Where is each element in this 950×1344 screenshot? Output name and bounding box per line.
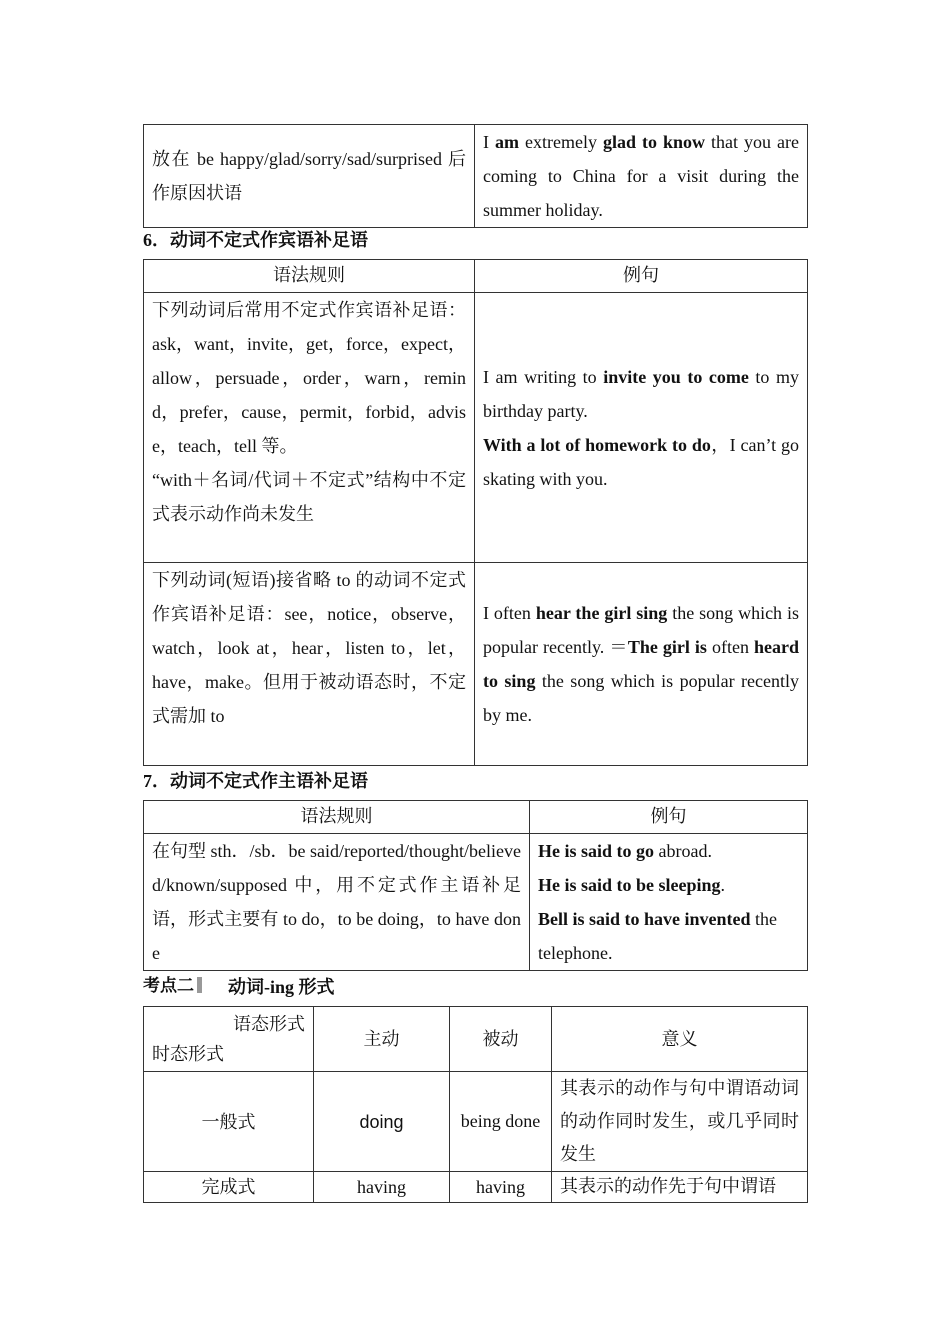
rule-note: “with＋名词/代词＋不定式”结构中不定式表示动作尚未发生 (152, 470, 466, 524)
example-sentence: With a lot of homework to do，I can’t go skating with you. (483, 434, 799, 489)
tense-cell: 完成式 (144, 1172, 314, 1203)
point-2-title: 动词-ing 形式 (228, 977, 335, 997)
rule-text: 下列动词(短语)接省略 to 的动词不定式作宾语补足语：see，notice，observe，watch，look at，hear，listen to，let，have，make。但用于被动语态时，不定式需加 to (152, 570, 466, 726)
column-header-rule: 语法规则 (144, 801, 530, 834)
rule-cell (144, 834, 530, 971)
example-sentence: He is said to be sleeping. (538, 875, 726, 895)
column-header-active: 主动 (314, 1007, 450, 1072)
column-header-example: 例句 (530, 801, 808, 834)
rule-cell (144, 563, 475, 766)
active-cell: having (314, 1172, 450, 1203)
rule-cell (144, 293, 475, 563)
column-header-passive: 被动 (450, 1007, 552, 1072)
tense-cell: 一般式 (144, 1072, 314, 1172)
section-6-heading: 6．动词不定式作宾语补足语 (143, 230, 368, 250)
example-sentence: Bell is said to have invented the telephone. (538, 909, 778, 963)
example-cell (530, 834, 808, 971)
diagonal-header-cell (144, 1007, 314, 1072)
example-sentence: I am writing to invite you to come to my birthday party. (483, 366, 799, 421)
active-cell: doing (314, 1072, 450, 1172)
header-voice: 语态形式 (233, 1014, 305, 1034)
passive-cell: having (450, 1172, 552, 1203)
passive-cell: being done (450, 1072, 552, 1172)
rule-cell (144, 125, 475, 228)
rule-text: 放在 be happy/glad/sorry/sad/surprised 后作原因状语 (152, 149, 466, 203)
example-cell: I am extremely glad to know that you are coming to China for a visit during the summer holiday. (475, 125, 808, 228)
section-7-heading: 7．动词不定式作主语补足语 (143, 771, 368, 791)
example-cell: I often hear the girl sing the song which is popular recently. ＝The girl is often heard to sing the song which is popular recently by me. (475, 563, 808, 766)
table-infinitive-adverbial (143, 124, 808, 228)
column-header-rule: 语法规则 (144, 260, 475, 293)
meaning-cell: 其表示的动作与句中谓语动词的动作同时发生，或几乎同时发生 (552, 1072, 808, 1172)
column-header-example: 例句 (475, 260, 808, 293)
tag-bar-decoration (197, 977, 202, 993)
table-subject-complement (143, 800, 808, 971)
point-2-tag: 考点二 (143, 971, 202, 996)
verb-list: ask，want，invite，get，force，expect，allow，persuade，order，warn，remind，prefer，cause，permit，forbid，advise，teach，tell 等。 (152, 334, 466, 456)
table-object-complement (143, 259, 808, 766)
header-tense: 时态形式 (152, 1044, 224, 1064)
rule-text: 下列动词后常用不定式作宾语补足语： (152, 300, 466, 320)
rule-text: 在句型 sth．/sb．be said/reported/thought/believed/known/supposed 中，用不定式作主语补足语，形式主要有 to do，to be doing，to have done (152, 841, 521, 963)
meaning-cell: 其表示的动作先于句中谓语 (552, 1172, 808, 1203)
column-header-meaning: 意义 (552, 1007, 808, 1072)
example-sentence: He is said to go abroad. (538, 841, 712, 861)
table-ing-forms (143, 1006, 808, 1203)
example-cell (475, 293, 808, 563)
